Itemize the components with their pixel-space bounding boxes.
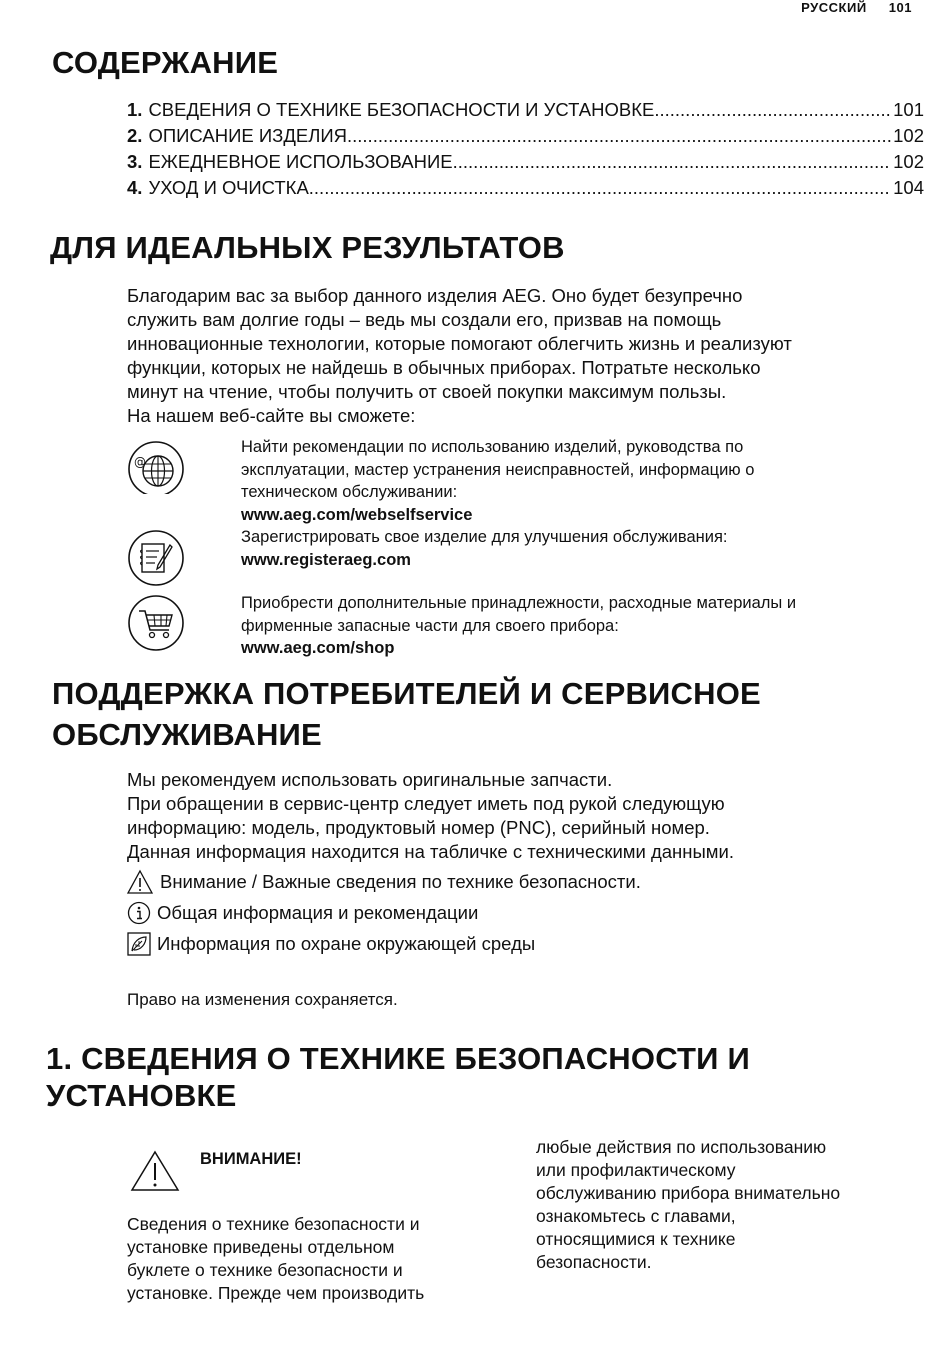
- toc-item-page: 102: [893, 125, 924, 146]
- page-header: [801, 0, 912, 15]
- support-line: информацию: модель, продуктовый номер (PNC), серийный номер.: [127, 817, 710, 838]
- support-line: Данная информация находится на табличке с техническими данными.: [127, 841, 734, 862]
- page-number: 101: [888, 0, 912, 15]
- web-item-register: [127, 529, 917, 587]
- support-title: [52, 673, 761, 755]
- intro-line: На нашем веб-сайте вы сможете:: [127, 405, 416, 426]
- intro-line: функции, которых не найдешь в обычных приборах. Потратьте несколько: [127, 357, 761, 378]
- safety-line: безопасности.: [536, 1252, 652, 1272]
- toc-item-label: ЕЖЕДНЕВНОЕ ИСПОЛЬЗОВАНИЕ: [148, 151, 453, 172]
- safety-line: установке приведены отдельном: [127, 1237, 395, 1257]
- toc-item-number: 2.: [127, 125, 143, 146]
- results-intro: [127, 284, 927, 428]
- legend-environment-text: Информация по охране окружающей среды: [157, 933, 536, 954]
- support-title-line: ОБСЛУЖИВАНИЕ: [52, 717, 322, 752]
- registeraeg-link[interactable]: www.registeraeg.com: [241, 550, 411, 569]
- web-item-line: эксплуатации, мастер устранения неисправностей, информацию о: [241, 460, 755, 479]
- legend-info-text: Общая информация и рекомендации: [157, 902, 479, 923]
- intro-line: служить вам долгие годы – ведь мы создали его, призвав на помощь: [127, 309, 722, 330]
- legend-warning: [126, 869, 641, 895]
- rights-note: Право на изменения сохраняется.: [127, 990, 398, 1009]
- support-text: [127, 768, 917, 864]
- toc-item-1[interactable]: [127, 97, 924, 123]
- toc-item-page: 102: [893, 151, 924, 172]
- safety-text-right: [536, 1136, 906, 1274]
- warning-triangle-icon: [130, 1150, 180, 1192]
- safety-line: обслуживанию прибора внимательно: [536, 1183, 841, 1203]
- toc-item-3[interactable]: [127, 149, 924, 175]
- safety-line: ознакомьтесь с главами,: [536, 1206, 736, 1226]
- toc-item-number: 1.: [127, 99, 143, 120]
- toc-item-label: ОПИСАНИЕ ИЗДЕЛИЯ: [148, 125, 347, 146]
- table-of-contents: [127, 97, 924, 201]
- svg-text:@: @: [134, 455, 146, 469]
- web-item-shop: [127, 594, 917, 657]
- safety-line: установке. Прежде чем производить: [127, 1283, 425, 1303]
- safety-title: [46, 1040, 750, 1114]
- toc-leader-dots: [309, 175, 891, 201]
- safety-line: буклете о технике безопасности и: [127, 1260, 403, 1280]
- intro-line: минут на чтение, чтобы получить от своей покупки максимум пользы.: [127, 381, 727, 402]
- info-icon: [127, 901, 151, 925]
- results-title: ДЛЯ ИДЕАЛЬНЫХ РЕЗУЛЬТАТОВ: [50, 230, 565, 265]
- web-item-line: фирменные запасные части для своего прибора:: [241, 616, 619, 635]
- support-line: При обращении в сервис-центр следует иметь под рукой следующую: [127, 793, 725, 814]
- toc-item-number: 3.: [127, 151, 143, 172]
- toc-item-number: 4.: [127, 177, 143, 198]
- toc-item-4[interactable]: [127, 175, 924, 201]
- toc-item-label: УХОД И ОЧИСТКА: [148, 177, 309, 198]
- web-item-line: Зарегистрировать свое изделие для улучшения обслуживания:: [241, 528, 728, 546]
- web-item-support: [127, 436, 917, 524]
- register-document-icon: [127, 529, 185, 587]
- intro-line: инновационные технологии, которые помогают облегчить жизнь и реализуют: [127, 333, 792, 354]
- safety-text-left: [127, 1213, 487, 1305]
- webselfservice-link[interactable]: www.aeg.com/webselfservice: [241, 505, 473, 524]
- warning-label: ВНИМАНИЕ!: [200, 1150, 302, 1168]
- safety-title-line: 1. СВЕДЕНИЯ О ТЕХНИКЕ БЕЗОПАСНОСТИ И: [46, 1041, 750, 1076]
- aeg-shop-link[interactable]: www.aeg.com/shop: [241, 639, 395, 657]
- safety-line: Сведения о технике безопасности и: [127, 1214, 420, 1234]
- safety-line: или профилактическому: [536, 1160, 736, 1180]
- safety-title-line: УСТАНОВКЕ: [46, 1078, 237, 1113]
- shopping-cart-icon: [127, 594, 185, 652]
- support-line: Мы рекомендуем использовать оригинальные запчасти.: [127, 769, 613, 790]
- leaf-icon: [127, 932, 151, 956]
- legend-warning-text: Внимание / Важные сведения по технике безопасности.: [160, 871, 641, 892]
- warning-triangle-icon: [126, 869, 154, 895]
- contents-title: СОДЕРЖАНИЕ: [52, 45, 279, 80]
- toc-item-page: 104: [893, 177, 924, 198]
- toc-item-2[interactable]: [127, 123, 924, 149]
- toc-leader-dots: [347, 123, 891, 149]
- safety-line: любые действия по использованию: [536, 1137, 827, 1157]
- web-item-line: Приобрести дополнительные принадлежности, расходные материалы и: [241, 594, 797, 612]
- legend-environment: [127, 932, 535, 956]
- toc-leader-dots: [654, 97, 891, 123]
- intro-line: Благодарим вас за выбор данного изделия AEG. Оно будет безупречно: [127, 285, 743, 306]
- safety-line: относящимися к технике: [536, 1229, 736, 1249]
- globe-at-icon: [127, 436, 185, 494]
- web-item-line: техническом обслуживании:: [241, 483, 458, 501]
- legend-info: [127, 901, 478, 925]
- language-label: РУССКИЙ: [801, 0, 867, 15]
- web-item-line: Найти рекомендации по использованию изделий, руководства по: [241, 438, 744, 456]
- toc-item-page: 101: [893, 99, 924, 120]
- support-title-line: ПОДДЕРЖКА ПОТРЕБИТЕЛЕЙ И СЕРВИСНОЕ: [52, 676, 761, 711]
- toc-leader-dots: [453, 149, 892, 175]
- toc-item-label: СВЕДЕНИЯ О ТЕХНИКЕ БЕЗОПАСНОСТИ И УСТАНОВКЕ: [148, 99, 655, 120]
